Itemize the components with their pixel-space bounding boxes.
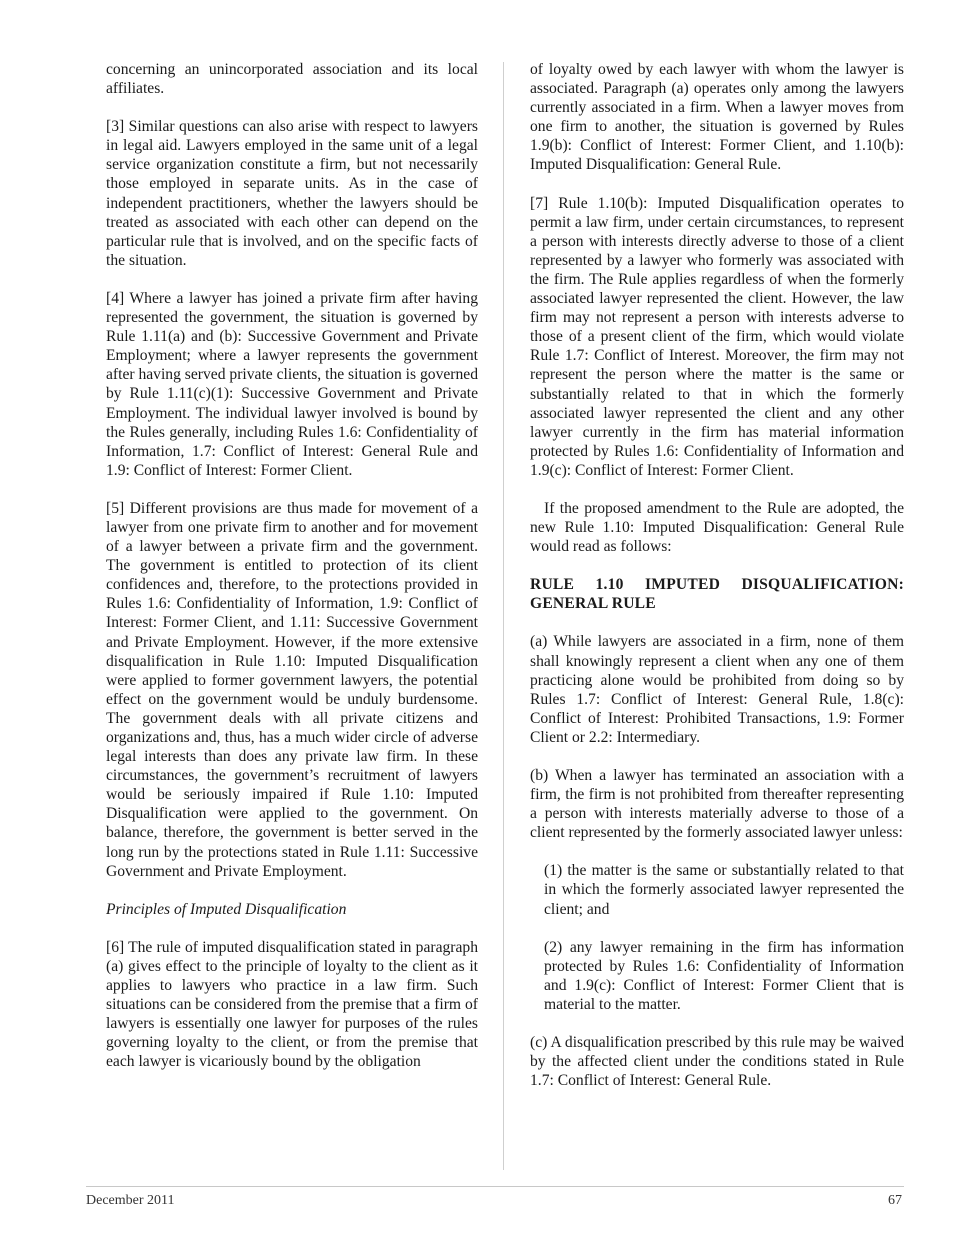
rule-heading: RULE 1.10 IMPUTED DISQUALIFICATION: GENERAL RULE — [530, 576, 904, 613]
amendment-intro: If the proposed amendment to the Rule are adopted, the new Rule 1.10: Imputed Disqualification: General Rule would read as follows: — [530, 499, 904, 556]
paragraph-6: [6] The rule of imputed disqualification stated in paragraph (a) gives effect to the principle of loyalty to the client as it applies to lawyers who practice in a law firm. Such situations can be considered from the premise that a firm of lawyers is essentially one lawyer for purposes of the rules governing loyalty to the client, or from the premise that each lawyer is vicariously bound by the obligation — [106, 938, 478, 1071]
rule-paragraph-b2: (2) any lawyer remaining in the firm has information protected by Rules 1.6: Confidentiality of Information and 1.9(c): Conflict of Interest: Former Client that is material to the matter. — [544, 938, 904, 1013]
page-number: 67 — [888, 1193, 902, 1208]
paragraph-4: [4] Where a lawyer has joined a private firm after having represented the government, the situation is governed by Rule 1.11(a) and (b): Successive Government and Private Employment; where a lawyer represents the government after having served private clients, the situation is governed by Rule 1.11(c)(1): Successive Government and Private Employment. The individual lawyer involved is bound by the Rules generally, including Rules 1.6: Confidentiality of Information, 1.7: Conflict of Interest: General Rule and 1.9: Conflict of Interest: Former Client. — [106, 289, 478, 479]
rule-paragraph-c: (c) A disqualification prescribed by this rule may be waived by the affected client under the conditions stated in Rule 1.7: Conflict of Interest: General Rule. — [530, 1034, 904, 1090]
left-column — [106, 60, 478, 1091]
rule-paragraph-b1: (1) the matter is the same or substantially related to that in which the formerly associated lawyer represented the client; and — [544, 862, 904, 918]
paragraph-7: [7] Rule 1.10(b): Imputed Disqualification operates to permit a law firm, under certain circumstances, to represent a person with interests directly adverse to those of a client represented by a lawyer who formerly was associated with the firm. The Rule applies regardless of when the formerly associated lawyer represented the client. However, the law firm may not represent a person with interests adverse to those of a present client of the firm, which would violate Rule 1.7: Conflict of Interest. Moreover, the firm may not represent the person where the matter is the same or substantially related to that in which the formerly associated lawyer represented the client and any other lawyer currently in the firm has material information protected by Rules 1.6: Confidentiality of Information and 1.9(c): Conflict of Interest: Former Client. — [530, 194, 904, 479]
column-divider — [503, 62, 504, 1170]
rule-paragraph-b: (b) When a lawyer has terminated an association with a firm, the firm is not prohibited from thereafter representing a person with interests materially adverse to those of a client represented by the formerly associated lawyer unless: — [530, 767, 904, 842]
rule-paragraph-a: (a) While lawyers are associated in a firm, none of them shall knowingly represent a client when any one of them practicing alone would be prohibited from doing so by Rules 1.7: Conflict of Interest: General Rule, 1.8(c): Conflict of Interest: Prohibited Transactions, 1.9: Former Client or 2.2: Intermediary. — [530, 633, 904, 746]
section-subheading: Principles of Imputed Disqualification — [106, 900, 347, 918]
paragraph-6-continued: of loyalty owed by each lawyer with whom the lawyer is associated. Paragraph (a) operates only among the lawyers currently associated in a firm. When a lawyer moves from one firm to another, the situation is governed by Rules 1.9(b): Conflict of Interest: Former Client, and 1.10(b): Imputed Disqualification: General Rule. — [530, 61, 904, 174]
right-column — [530, 60, 904, 1109]
paragraph-5: [5] Different provisions are thus made for movement of a lawyer from one private firm to another and for movement of a lawyer between a private firm and the government. The government is entitled to protection of its client confidences and, therefore, to the protections provided in Rules 1.6: Confidentiality of Information, 1.9: Conflict of Interest: Former Client, and 1.11: Successive Government and Private Employment. However, if the more extensive disqualification in Rule 1.10: Imputed Disqualification were applied to former government lawyers, the potential effect on the government would be unduly burdensome. The government deals with all private citizens and organizations and, thus, has a much wider circle of adverse legal interests than does any private law firm. In these circumstances, the government’s recruitment of lawyers would be seriously impaired if Rule 1.10: Imputed Disqualification were applied to the government. On balance, therefore, the government is better served in the long run by the protections stated in Rule 1.11: Successive Government and Private Employment. — [106, 499, 478, 880]
footer-date: December 2011 — [86, 1193, 175, 1208]
footer-divider — [86, 1186, 904, 1187]
paragraph-continuation: concerning an unincorporated association and its local affiliates. — [106, 61, 478, 98]
paragraph-3: [3] Similar questions can also arise with respect to lawyers in legal aid. Lawyers employed in the same unit of a legal service organization constitute a firm, but not necessarily those employed in separate units. As in the case of independent practitioners, whether the lawyers should be treated as associated with each other can depend on the particular rule that is involved, and on the specific facts of the situation. — [106, 118, 478, 269]
